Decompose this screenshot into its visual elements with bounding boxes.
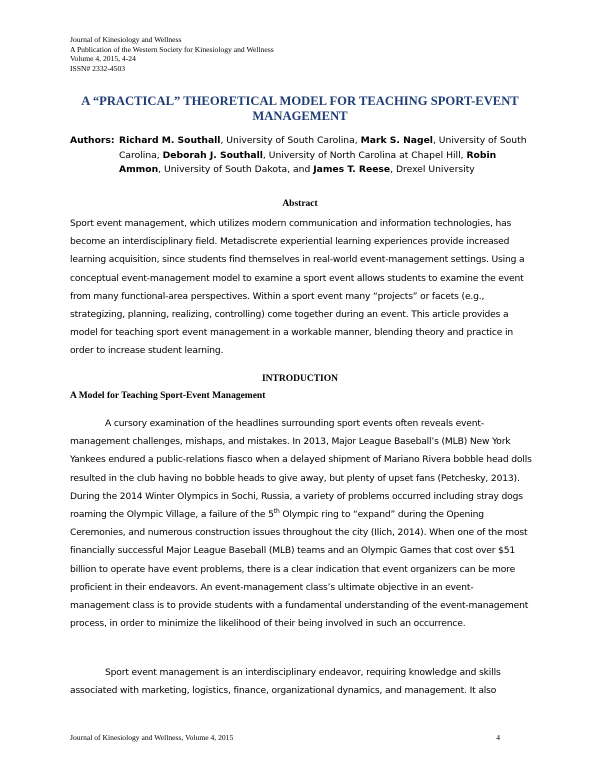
journal-issn: ISSN# 2332-4503 [70, 63, 126, 73]
author-affiliation: , University of South Dakota, and [158, 164, 314, 175]
author-name: Robin Ammon [119, 149, 497, 175]
section-subheading: A Model for Teaching Sport-Event Management [70, 391, 266, 401]
author-name: Mark S. Nagel [360, 135, 433, 146]
author-affiliation: , Drexel University [390, 164, 475, 175]
author-block [70, 134, 530, 178]
superscript: th [273, 507, 280, 515]
author-affiliation: , University of South Carolina, [119, 135, 527, 161]
author-name: James T. Reese [313, 164, 391, 175]
paragraph-text: Sport event management is an interdisciplinary endeavor, requiring knowledge and skills associated with marketing, logistics, finance, organizational dynamics, and management. It also [70, 668, 501, 697]
introduction-heading: INTRODUCTION [261, 374, 338, 384]
journal-name: Journal of Kinesiology and Wellness [70, 35, 182, 44]
paragraph-text-cont: Olympic ring to “expand” during the Opening Ceremonies, and numerous construction issues throughout the city (Ilich, 2014). When one of the most financially successful Major League Baseball (MLB) teams and an Olympic Games that cost over $51 billion to operate have event problems, there is a clear indication that event organizers can be more proficient in their endeavors. An event-management class’s ultimate objective in an event-management class is to provide students with a fundamental understanding of the event-management process, in order to minimize the likelihood of their being involved in such an occurrence. [70, 510, 529, 630]
page-footer [70, 733, 530, 742]
author-name: Richard M. Southall [119, 135, 221, 146]
journal-publisher: A Publication of the Western Society for Kinesiology and Wellness [70, 44, 274, 54]
author-affiliation: , University of North Carolina at Chapel Hill, [262, 149, 467, 161]
author-name: Deborah J. Southall [162, 149, 263, 161]
body-paragraph-2 [70, 664, 532, 700]
author-list [119, 134, 530, 178]
paragraph-text: A cursory examination of the headlines surrounding sport events often reveals event-management challenges, mishaps, and mistakes. In 2013, Major League Baseball’s (MLB) New York Yankees endured a public-relations fiasco when a delayed shipment of Mariano Rivera bobble head dolls resulted in the club having no bobble heads to give away, but plenty of upset fans (Petchesky, 2013). During the 2014 Winter Olympics in Sochi, Russia, a variety of problems occurred including stray dogs roaming the Olympic Village, a failure of the 5 [70, 419, 532, 521]
journal-header [70, 35, 274, 73]
paper-title: A “PRACTICAL” THEORETICAL MODEL FOR TEACHING SPORT-EVENT MANAGEMENT [81, 94, 519, 123]
abstract-heading: Abstract [282, 199, 318, 209]
journal-volume: Volume 4, 2015, 4-24 [70, 54, 136, 64]
author-affiliation: , University of South Carolina, [220, 135, 361, 146]
body-paragraph-1 [70, 415, 532, 633]
page-number: 4 [496, 733, 500, 742]
footer-citation: Journal of Kinesiology and Wellness, Volume 4, 2015 [70, 733, 234, 742]
abstract-text: Sport event management, which utilizes modern communication and information technologies, has become an interdisciplinary field. Metadiscrete experiential learning experiences provide increased learning acquisition, since students find themselves in real-world event-management settings. Using a conceptual event-management model to examine a sport event allows students to examine the event from many functional-area perspectives. Within a sport event many “projects” or facets (e.g., strategizing, planning, realizing, controlling) come together during an event. This article provides a model for teaching sport event management in a workable manner, blending theory and practice in order to increase student learning. [70, 219, 525, 357]
authors-label: Authors: [70, 135, 115, 146]
